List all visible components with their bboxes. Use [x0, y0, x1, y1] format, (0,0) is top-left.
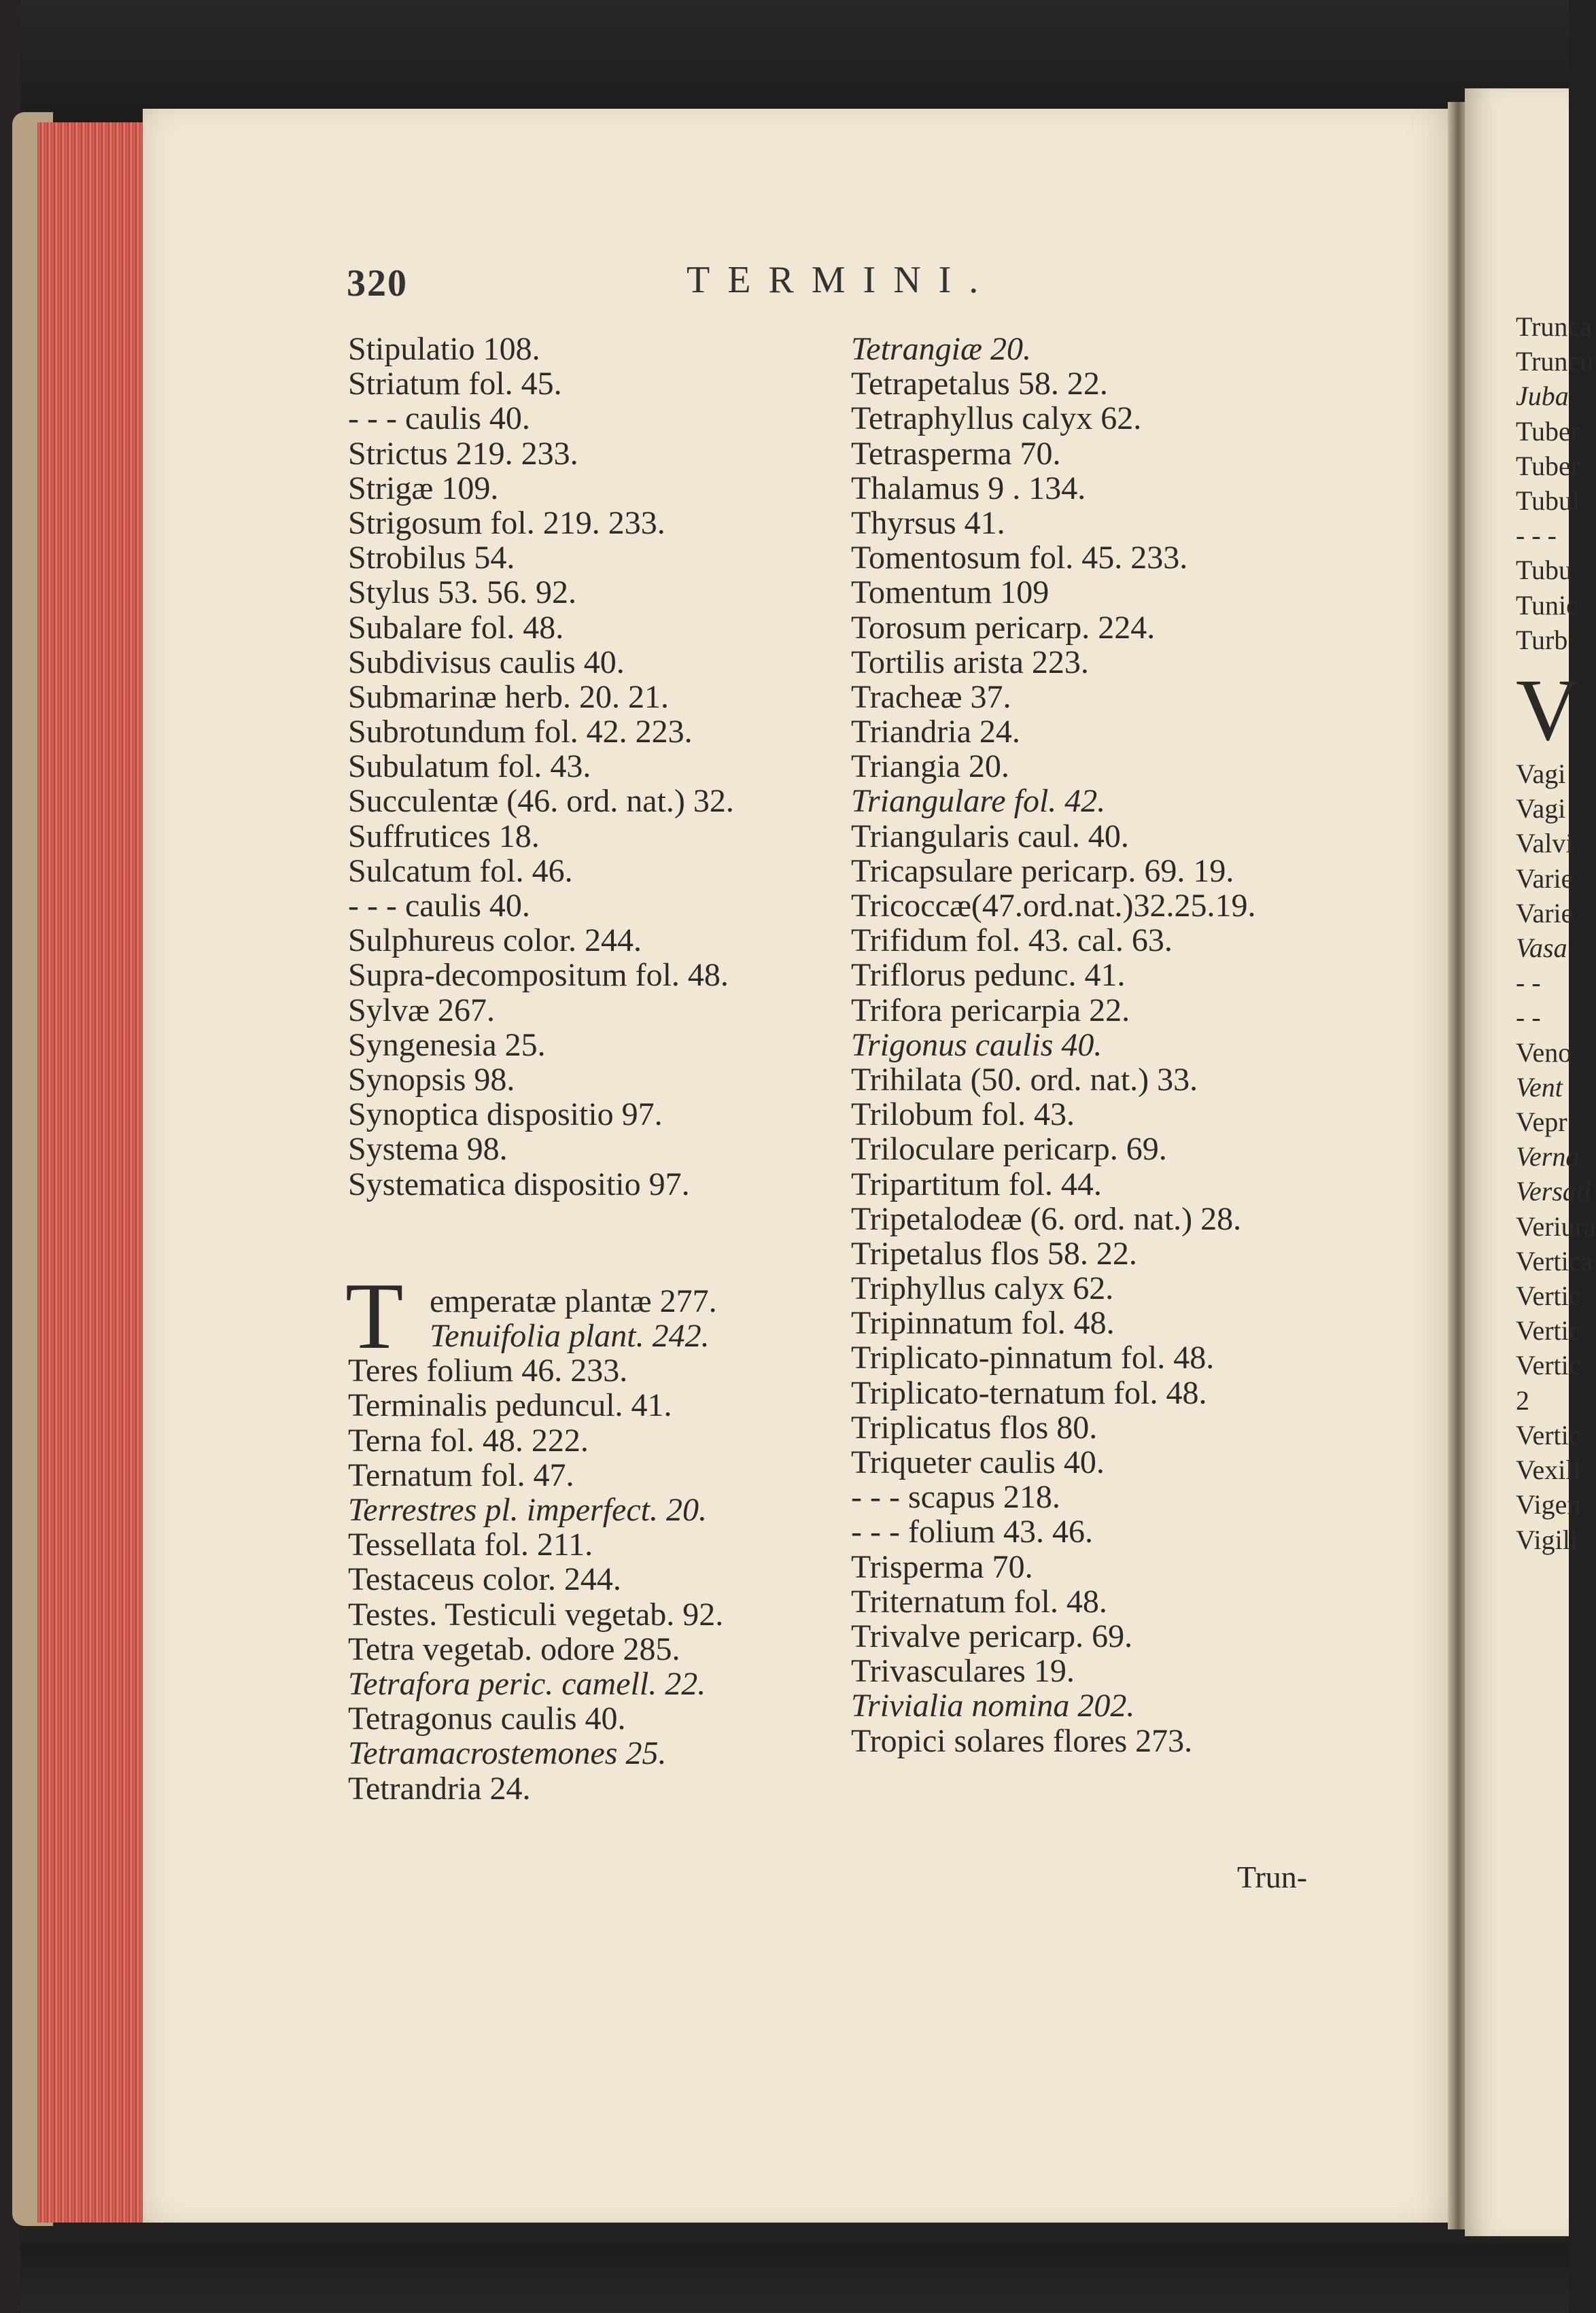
drop-cap-letter: T — [345, 1263, 404, 1369]
next-page-fragment: Turb — [1516, 624, 1568, 655]
index-entry: Sylvæ 267. — [348, 992, 496, 1028]
index-entry: Submarinæ herb. 20. 21. — [348, 678, 669, 715]
index-entry: Tripetalus flos 58. 22. — [851, 1235, 1137, 1272]
index-column-left — [345, 331, 837, 1807]
background-cloth-bottom — [0, 2243, 1569, 2313]
index-entry: Subulatum fol. 43. — [348, 748, 591, 785]
section-gap — [348, 1236, 837, 1284]
index-entry: Trivalve pericarp. 69. — [851, 1618, 1133, 1654]
next-page-fragment: Tuber — [1516, 415, 1580, 447]
background-cloth-top — [0, 0, 1569, 122]
next-page-fragment: Versati — [1516, 1176, 1592, 1207]
index-entry: Trilobum fol. 43. — [851, 1096, 1075, 1133]
index-entry — [348, 1202, 837, 1236]
index-entry: Strobilus 54. — [348, 540, 515, 576]
index-entry: Tropici solares flores 273. — [851, 1722, 1193, 1759]
next-page-column — [1516, 309, 1596, 1557]
next-page-fragment: Truncu — [1516, 346, 1594, 377]
index-entry: Trisperma 70. — [851, 1548, 1033, 1585]
index-entry: Trivasculares 19. — [851, 1653, 1075, 1690]
next-page-fragment: Vertic — [1516, 1419, 1581, 1450]
index-entry: Tortilis arista 223. — [851, 644, 1089, 680]
index-entry: Tetrasperma 70. — [851, 435, 1061, 472]
index-entry: Thyrsus 41. — [851, 504, 1005, 541]
index-entry: Triflorus pedunc. 41. — [851, 957, 1126, 994]
index-entry: Trifidum fol. 43. cal. 63. — [851, 922, 1173, 959]
next-page-fragment: Vent — [1516, 1071, 1563, 1102]
next-page-fragment: Varie — [1516, 863, 1574, 894]
next-page-fragment: Vagi — [1516, 793, 1566, 824]
next-page-fragment: - - — [1516, 1002, 1541, 1033]
index-entry: Tetrafora peric. camell. 22. — [348, 1665, 706, 1702]
index-entry: Trivialia nomina 202. — [851, 1688, 1135, 1724]
index-entry: Teres folium 46. 233. — [348, 1353, 628, 1389]
index-entry: Tripartitum fol. 44. — [851, 1166, 1102, 1202]
page-number: 320 — [347, 262, 408, 305]
index-entry: Tracheæ 37. — [851, 678, 1011, 715]
index-entry: Tripetalodeæ (6. ord. nat.) 28. — [851, 1200, 1242, 1237]
index-entry: Tetrandria 24. — [348, 1770, 531, 1807]
index-entry: Triphyllus calyx 62. — [851, 1270, 1114, 1307]
index-entry: Tetrangiæ 20. — [851, 331, 1031, 367]
index-entry: Triqueter caulis 40. — [851, 1444, 1105, 1480]
index-entry: - - - scapus 218. — [851, 1479, 1060, 1516]
index-entry: Stylus 53. 56. 92. — [348, 574, 577, 611]
next-page-fragment: Vertic — [1516, 1281, 1581, 1312]
index-entry: Triloculare pericarp. 69. — [851, 1131, 1167, 1168]
index-entry: Testaceus color. 244. — [348, 1561, 621, 1598]
next-page-fragment: Veno — [1516, 1037, 1572, 1068]
next-page-fragment: Vertica — [1516, 1245, 1593, 1276]
index-entry: Terminalis peduncul. 41. — [348, 1387, 672, 1424]
next-page-fragment: Vepr — [1516, 1107, 1567, 1138]
index-entry: Tetra vegetab. odore 285. — [348, 1631, 680, 1667]
index-entry: Syngenesia 25. — [348, 1026, 546, 1063]
next-page-fragment: Varie — [1516, 897, 1574, 928]
index-entry: Triternatum fol. 48. — [851, 1583, 1107, 1620]
index-entry: Trifora pericarpia 22. — [851, 992, 1130, 1028]
index-entry: Terna fol. 48. 222. — [348, 1422, 589, 1459]
next-page-fragment: Tubul — [1516, 485, 1580, 517]
next-page-fragment: Veriura — [1516, 1211, 1596, 1242]
next-page-fragment: Tuber — [1516, 450, 1580, 481]
next-page-fragment: - - — [1516, 967, 1541, 998]
index-entry: Tetrapetalus 58. 22. — [851, 366, 1108, 402]
next-page-fragment: Trunca — [1516, 311, 1592, 342]
index-entry: Trihilata (50. ord. nat.) 33. — [851, 1061, 1198, 1098]
index-entry: Testes. Testiculi vegetab. 92. — [348, 1596, 724, 1633]
index-entry: Ternatum fol. 47. — [348, 1457, 574, 1493]
index-entry: Triangia 20. — [851, 748, 1009, 785]
index-entry: - - - caulis 40. — [348, 888, 530, 924]
index-entry: Triplicato-ternatum fol. 48. — [851, 1374, 1207, 1411]
index-entry: Subalare fol. 48. — [348, 609, 564, 646]
index-entry: Tricapsulare pericarp. 69. 19. — [851, 852, 1234, 889]
next-page-fragment: Valvi — [1516, 828, 1574, 859]
catchword: Trun- — [1237, 1860, 1308, 1894]
next-page-fragment: Vigili — [1516, 1524, 1578, 1555]
index-entry: Tetramacrostemones 25. — [348, 1735, 667, 1772]
index-entry: Torosum pericarp. 224. — [851, 609, 1156, 646]
index-entry: Synopsis 98. — [348, 1061, 515, 1098]
index-entry: Triangularis caul. 40. — [851, 818, 1129, 854]
index-entry: Striatum fol. 45. — [348, 366, 562, 402]
running-title: TERMINI. — [687, 259, 996, 301]
next-page-fragment: Vertic — [1516, 1350, 1581, 1381]
next-page-fragment: Juba — [1516, 381, 1569, 412]
index-entry: Tricoccæ(47.ord.nat.)32.25.19. — [851, 888, 1256, 924]
index-entry: Systema 98. — [348, 1131, 508, 1168]
index-entry: Subdivisus caulis 40. — [348, 644, 625, 680]
red-page-edges — [37, 122, 146, 2223]
index-entry: Triplicatus flos 80. — [851, 1409, 1098, 1446]
index-entry: Tessellata fol. 211. — [348, 1527, 593, 1563]
next-page-drop-cap: V — [1516, 661, 1580, 760]
index-entry: Strigæ 109. — [348, 470, 499, 506]
index-entry: Tomentosum fol. 45. 233. — [851, 540, 1188, 576]
index-entry: - - - folium 43. 46. — [851, 1514, 1093, 1550]
index-entry: Systematica dispositio 97. — [348, 1166, 690, 1202]
index-entry: Synoptica dispositio 97. — [348, 1096, 663, 1133]
index-column-right — [851, 332, 1354, 1758]
index-entry: - - - caulis 40. — [348, 400, 530, 437]
next-page-fragment: Vexill — [1516, 1455, 1581, 1486]
index-entry: Thalamus 9 . 134. — [851, 470, 1086, 506]
index-entry: Sulphureus color. 244. — [348, 922, 642, 959]
index-entry: Strigosum fol. 219. 233. — [348, 504, 665, 541]
index-entry: Tenuifolia plant. 242. — [430, 1318, 710, 1355]
index-entry: Triangulare fol. 42. — [851, 783, 1106, 820]
next-page-fragment: Vasa — [1516, 933, 1567, 964]
index-entry: Tetraphyllus calyx 62. — [851, 400, 1142, 437]
index-entry: Suffrutices 18. — [348, 818, 540, 854]
index-entry: Supra-decompositum fol. 48. — [348, 957, 729, 994]
index-entry: Triplicato-pinnatum fol. 48. — [851, 1340, 1215, 1376]
index-entry: Strictus 219. 233. — [348, 435, 578, 472]
next-page-fragment: Tubu — [1516, 555, 1573, 586]
index-entry: Tripinnatum fol. 48. — [851, 1305, 1115, 1342]
index-entry: Subrotundum fol. 42. 223. — [348, 714, 693, 750]
index-entry: Triandria 24. — [851, 714, 1020, 750]
index-entry: Stipulatio 108. — [348, 331, 540, 367]
next-page-fragment: Tunic — [1516, 589, 1578, 621]
index-entry: Terrestres pl. imperfect. 20. — [348, 1492, 707, 1528]
next-page-fragment: - - - — [1516, 520, 1557, 551]
next-page-fragment: Vagi — [1516, 759, 1566, 790]
index-entry: Trigonus caulis 40. — [851, 1026, 1103, 1063]
next-page-fragment: 2 — [1516, 1385, 1529, 1416]
index-entry: Sulcatum fol. 46. — [348, 852, 573, 889]
next-page-fragment: Verna — [1516, 1141, 1580, 1172]
index-entry: Succulentæ (46. ord. nat.) 32. — [348, 783, 734, 820]
index-entry-text: emperatæ plantæ 277. — [430, 1283, 717, 1319]
next-page-fragment: Vertic — [1516, 1315, 1581, 1346]
next-page-fragment: Vigen — [1516, 1489, 1581, 1520]
index-entry: Tetragonus caulis 40. — [348, 1701, 626, 1737]
index-entry: Tomentum 109 — [851, 574, 1049, 611]
